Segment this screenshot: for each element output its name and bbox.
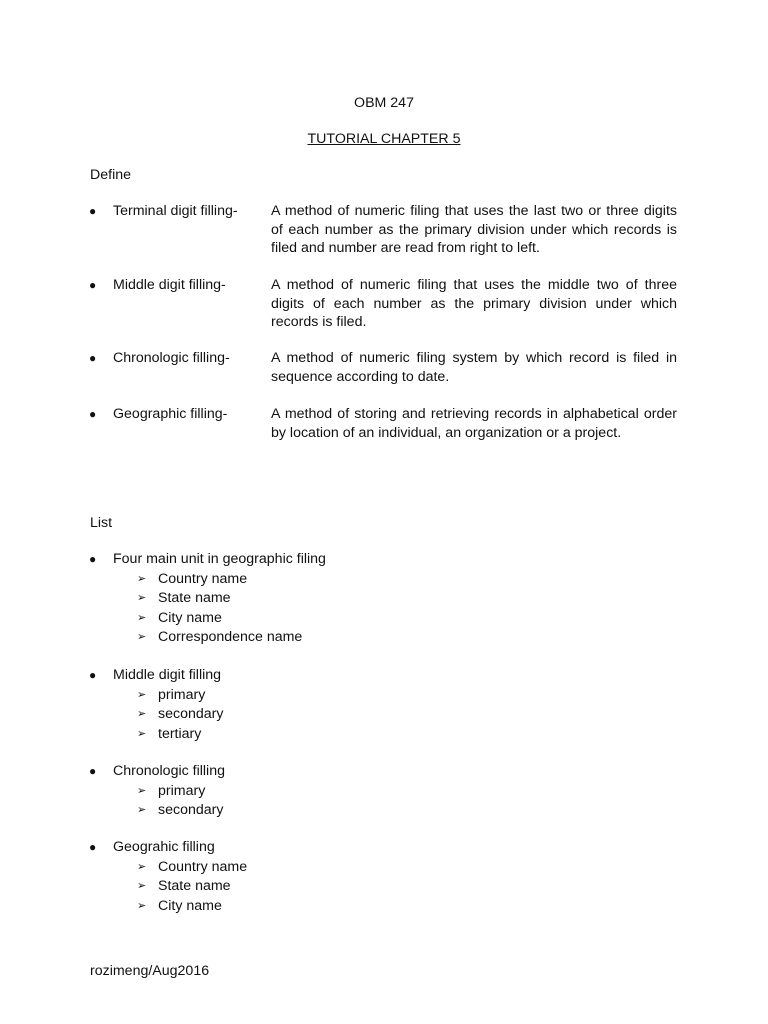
- list-group-title: Geograhic filling: [113, 839, 215, 855]
- list-item-text: Country name: [158, 570, 248, 587]
- list-item-text: Correspondence name: [158, 629, 303, 645]
- definition-description: A method of numeric filing that uses the last two or three digits of each number as the primary division under which records is filed and number are read from right to left.: [271, 203, 677, 257]
- list-item-text: State name: [158, 878, 231, 894]
- definition-description: A method of storing and retrieving records in alphabetical order by location of an individual, an organization or a project.: [271, 406, 677, 441]
- list-item: [137, 686, 223, 706]
- arrow-bullet-icon: ➢: [137, 708, 147, 720]
- definition-term: Terminal digit filling-: [113, 203, 238, 219]
- list-item: [137, 897, 247, 917]
- list-group-title: Four main unit in geographic filing: [113, 551, 326, 567]
- arrow-bullet-icon: ➢: [137, 592, 147, 604]
- bullet-icon: ●: [89, 204, 97, 218]
- sub-list: [137, 782, 223, 821]
- list-item-text: City name: [158, 897, 222, 914]
- arrow-bullet-icon: ➢: [137, 860, 147, 873]
- definition-term: Middle digit filling-: [113, 277, 226, 293]
- bullet-icon: ●: [89, 668, 97, 682]
- bullet-icon: ●: [89, 278, 97, 292]
- list-item: [137, 570, 302, 590]
- arrow-bullet-icon: ➢: [137, 688, 147, 701]
- arrow-bullet-icon: ➢: [137, 727, 147, 740]
- list-item-text: secondary: [158, 706, 224, 722]
- list-item-text: primary: [158, 686, 206, 703]
- arrow-bullet-icon: ➢: [137, 611, 147, 624]
- list-item: [137, 858, 247, 878]
- list-item-text: State name: [158, 590, 231, 606]
- define-heading: Define: [90, 167, 132, 183]
- footer-text: rozimeng/Aug2016: [90, 963, 210, 979]
- bullet-icon: ●: [89, 840, 97, 854]
- sub-list: [137, 570, 302, 648]
- arrow-bullet-icon: ➢: [137, 899, 147, 912]
- bullet-icon: ●: [89, 764, 97, 778]
- course-code: OBM 247: [354, 95, 414, 111]
- arrow-bullet-icon: ➢: [137, 631, 147, 643]
- bullet-icon: ●: [89, 552, 97, 566]
- sub-list: [137, 686, 223, 745]
- definition-term: Geographic filling-: [113, 406, 228, 422]
- page-title: [0, 130, 768, 149]
- list-group-title: Middle digit filling: [113, 667, 222, 683]
- definition-description: A method of numeric filing system by which record is filed in sequence according to date.: [271, 350, 677, 385]
- arrow-bullet-icon: ➢: [137, 572, 147, 585]
- list-item: [137, 877, 247, 897]
- page-title-text: TUTORIAL CHAPTER 5: [307, 131, 461, 147]
- list-item: [137, 725, 223, 745]
- list-item: [137, 801, 223, 821]
- list-group-title: Chronologic filling: [113, 763, 225, 779]
- list-item: [137, 628, 302, 648]
- list-item: [137, 609, 302, 629]
- bullet-icon: ●: [89, 407, 97, 421]
- list-item-text: Country name: [158, 858, 248, 875]
- list-item: [137, 589, 302, 609]
- list-item-text: primary: [158, 782, 206, 799]
- sub-list: [137, 858, 247, 917]
- list-item-text: City name: [158, 609, 222, 626]
- list-item-text: tertiary: [158, 725, 202, 742]
- definition-description: A method of numeric filing that uses the middle two of three digits of each number as the primary division under which records is filed.: [271, 277, 677, 331]
- definition-term: Chronologic filling-: [113, 350, 230, 366]
- arrow-bullet-icon: ➢: [137, 804, 147, 816]
- arrow-bullet-icon: ➢: [137, 784, 147, 797]
- list-item-text: secondary: [158, 802, 224, 818]
- bullet-icon: ●: [89, 351, 97, 365]
- list-item: [137, 705, 223, 725]
- list-item: [137, 782, 223, 802]
- list-heading: List: [90, 515, 113, 531]
- arrow-bullet-icon: ➢: [137, 880, 147, 892]
